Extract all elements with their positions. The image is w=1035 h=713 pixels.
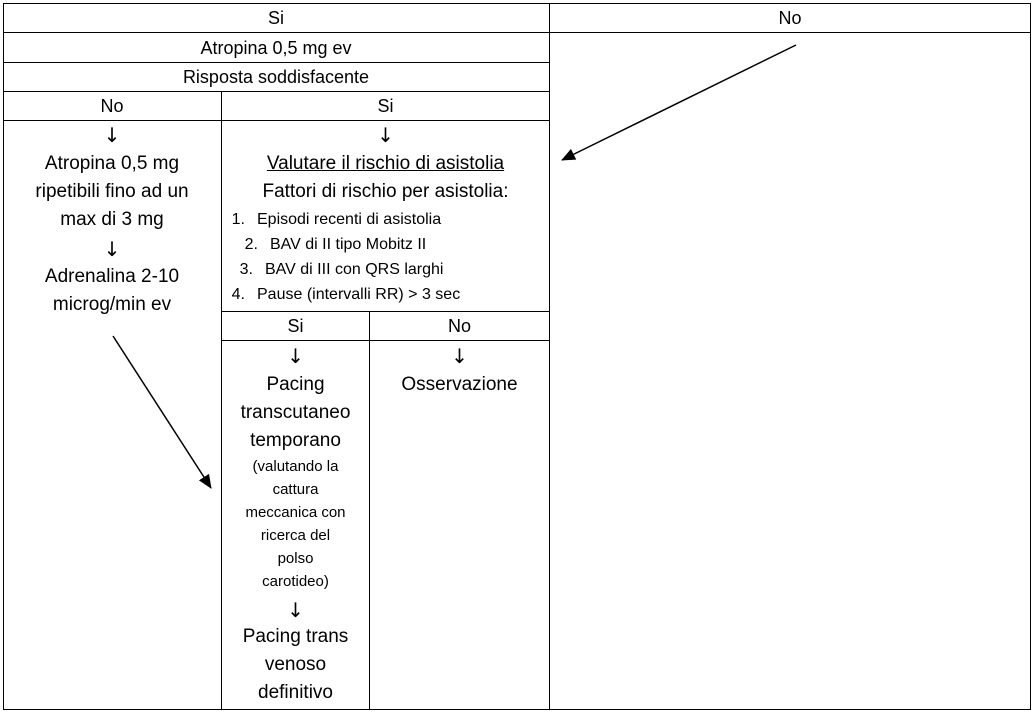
grid-line (3, 91, 550, 92)
risk-factor-list (215, 207, 460, 307)
pacing-note-6: carotideo) (262, 573, 329, 590)
down-arrow-icon: ↓ (377, 123, 394, 147)
grid-line (549, 3, 550, 710)
down-arrow-icon: ↓ (451, 344, 468, 368)
grid-line (3, 3, 1031, 4)
list-item: 3. BAV di III con QRS larghi (239, 261, 444, 278)
risk-title: Valutare il rischio di asistolia (266, 153, 505, 174)
header-no: No (778, 8, 802, 28)
step-response: Risposta soddisfacente (182, 67, 370, 87)
step-atropine: Atropina 0,5 mg ev (200, 38, 352, 58)
pacing-note-5: polso (277, 550, 314, 567)
pacing-line-3: temporano (250, 430, 341, 451)
grid-line (3, 709, 1031, 710)
grid-line (1030, 3, 1031, 710)
grid-line (3, 120, 550, 121)
grid-line (221, 340, 550, 341)
down-arrow-icon: ↓ (287, 598, 304, 622)
arrow-no-to-risk (562, 45, 796, 160)
response-yes-label: Si (377, 96, 394, 116)
pacing-line-2: transcutaneo (240, 402, 351, 423)
grid-line (221, 311, 550, 312)
adrenaline-line-1: Adrenalina 2-10 (44, 266, 180, 287)
definitive-line-1: Pacing trans (242, 626, 349, 647)
pacing-note-4: ricerca del (260, 527, 331, 544)
pacing-note-3: meccanica con (245, 504, 346, 521)
list-item: 4. Pause (intervalli RR) > 3 sec (231, 286, 461, 303)
pacing-line-1: Pacing (266, 374, 325, 395)
header-yes: Si (267, 8, 284, 28)
grid-line (3, 32, 1031, 33)
risk-yes-label: Si (287, 316, 304, 336)
list-item: 2. BAV di II tipo Mobitz II (244, 236, 427, 253)
down-arrow-icon: ↓ (287, 344, 304, 368)
no-path-line-1: Atropina 0,5 mg (44, 153, 180, 174)
down-arrow-icon: ↓ (103, 123, 121, 147)
risk-subtitle: Fattori di rischio per asistolia: (262, 181, 509, 202)
no-path-line-3: max di 3 mg (60, 209, 164, 230)
pacing-note-1: (valutando la (252, 458, 339, 475)
observation-text: Osservazione (401, 374, 518, 395)
no-path-line-2: ripetibili fino ad un (35, 181, 189, 202)
grid-line (3, 62, 550, 63)
list-item: 1. Episodi recenti di asistolia (231, 211, 442, 228)
definitive-line-3: definitivo (258, 682, 333, 703)
pacing-note-2: cattura (272, 481, 319, 498)
down-arrow-icon: ↓ (103, 237, 121, 261)
response-no-label: No (100, 96, 124, 116)
adrenaline-line-2: microg/min ev (52, 294, 172, 315)
risk-no-label: No (447, 316, 471, 336)
definitive-line-2: venoso (264, 654, 327, 675)
arrow-adrenaline-to-pacing (113, 336, 211, 488)
